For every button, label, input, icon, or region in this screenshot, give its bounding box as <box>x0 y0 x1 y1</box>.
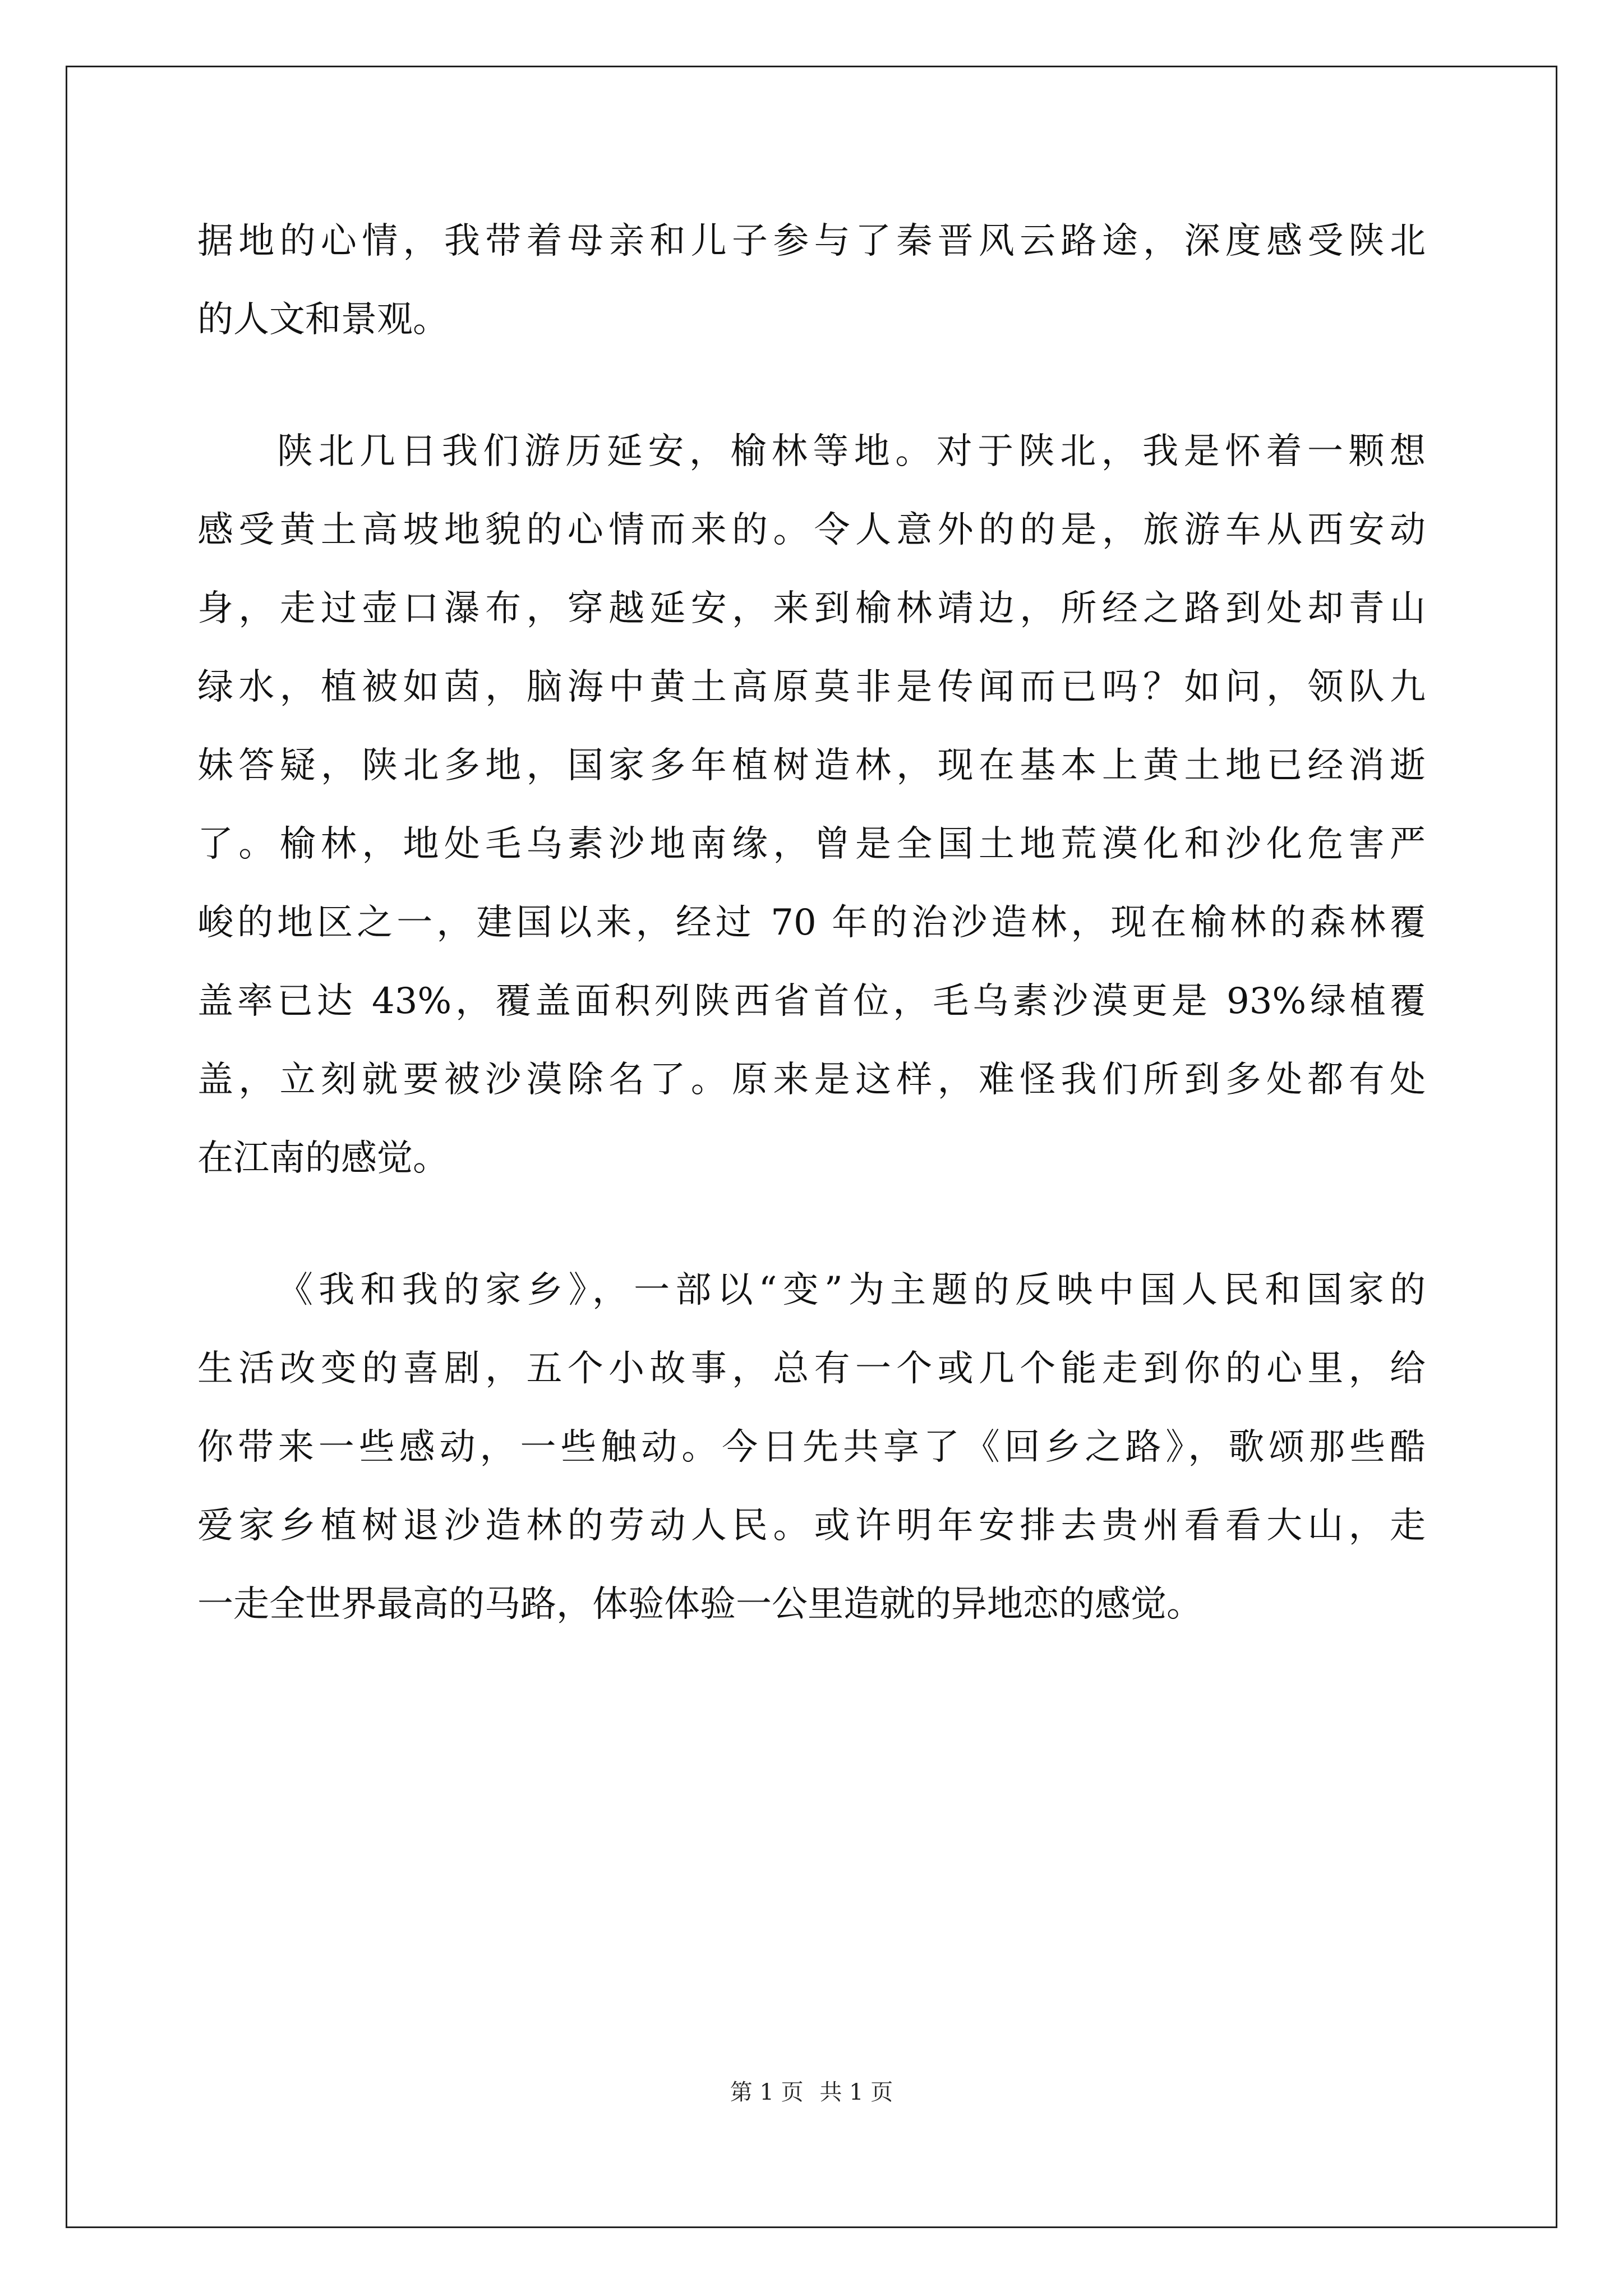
text-line: 峻的地区之一，建国以来，经过 70 年的治沙造林，现在榆林的森林覆 <box>197 902 1426 944</box>
text-line: 的人文和景观。 <box>197 299 449 341</box>
text-line: 身，走过壶口瀑布，穿越延安，来到榆林靖边，所经之路到处却青山 <box>197 588 1426 629</box>
text-line: 一走全世界最高的马路，体验体验一公里造就的异地恋的感觉。 <box>197 1584 1202 1625</box>
text-line: 了。榆林，地处毛乌素沙地南缘，曾是全国土地荒漠化和沙化危害严 <box>197 823 1426 865</box>
text-line: 你带来一些感动，一些触动。今日先共享了《回乡之路》，歌颂那些酷 <box>197 1427 1426 1468</box>
text-line: 《我和我的家乡》，一部以“变”为主题的反映中国人民和国家的 <box>277 1269 1426 1311</box>
text-line: 在江南的感觉。 <box>197 1138 449 1179</box>
text-line: 感受黄土高坡地貌的心情而来的。令人意外的的是，旅游车从西安动 <box>197 509 1426 551</box>
text-line: 据地的心情，我带着母亲和儿子参与了秦晋风云路途，深度感受陕北 <box>197 220 1426 262</box>
text-line: 绿水，植被如茵，脑海中黄土高原莫非是传闻而已吗？如问，领队九 <box>197 666 1426 708</box>
page-footer <box>0 2076 1623 2109</box>
page-total: 共 1 页 <box>819 2079 893 2105</box>
text-line: 盖，立刻就要被沙漠除名了。原来是这样，难怪我们所到多处都有处 <box>197 1059 1426 1101</box>
text-line: 陕北几日我们游历延安，榆林等地。对于陕北，我是怀着一颗想 <box>277 431 1426 472</box>
text-line: 爱家乡植树退沙造林的劳动人民。或许明年安排去贵州看看大山，走 <box>197 1505 1426 1547</box>
page-number: 第 1 页 <box>730 2079 804 2105</box>
text-line: 生活改变的喜剧，五个小故事，总有一个或几个能走到你的心里，给 <box>197 1348 1426 1389</box>
text-line: 盖率已达 43%，覆盖面积列陕西省首位，毛乌素沙漠更是 93%绿植覆 <box>197 981 1426 1022</box>
text-line: 妹答疑，陕北多地，国家多年植树造林，现在基本上黄土地已经消逝 <box>197 745 1426 786</box>
